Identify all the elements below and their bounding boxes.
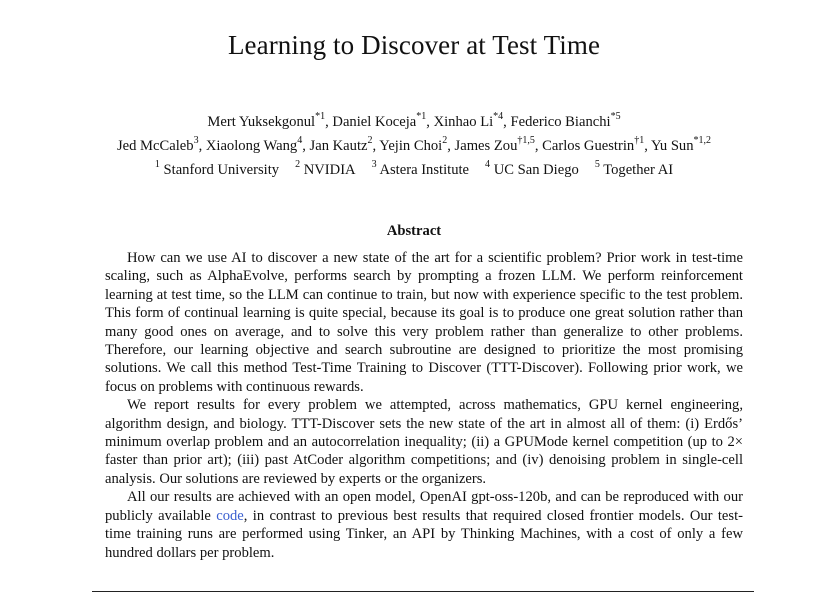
abstract-body <box>105 249 743 562</box>
author: Yu Sun$^{*1,2}$ <box>650 135 712 154</box>
author-mark: *4 <box>493 111 504 123</box>
affiliation: $^2$ NVIDIA <box>295 159 356 178</box>
abstract-heading: Abstract <box>386 223 442 239</box>
author-mark: 2 <box>442 135 448 147</box>
author: Yejin Choi$^2$, <box>379 135 455 154</box>
author: James Zou$^{\dagger 1,5}$, <box>454 135 543 154</box>
footnote-rule <box>92 591 754 592</box>
paper-title: Learning to Discover at Test Time <box>227 30 601 60</box>
author: Carlos Guestrin$^{\dagger 1}$, <box>542 135 651 154</box>
author-block <box>0 110 828 182</box>
author: Mert Yuksekgonul$^{*1}$, <box>207 111 333 130</box>
affiliation: $^4$ UC San Diego <box>485 159 579 178</box>
code-link[interactable]: code <box>216 507 244 524</box>
abstract-paragraph: We report results for every problem we attempted, across mathematics, GPU kernel engineering, algorithm design, and biology. TTT-Discover sets the new state of the art in almost all of them: (i) Erdős’ minimum overlap problem and an autocorrelation inequality; (ii) a GPUMode kernel competition (up to 2× faster than prior art); (iii) past AtCoder algorithm competitions; and (iv) denoising problem in single-cell analysis. Our solutions are reviewed by experts or the organizers. <box>105 397 743 487</box>
author-mark: *1 <box>416 111 427 123</box>
author: Xinhao Li$^{*4}$, <box>433 111 511 130</box>
author: Daniel Koceja$^{*1}$, <box>332 111 434 130</box>
author-line-2 <box>0 134 828 158</box>
author-mark: *1 <box>315 111 326 123</box>
author: Federico Bianchi$^{*5}$ <box>510 111 621 130</box>
abstract-paragraph: How can we use AI to discover a new state of the art for a scientific problem? Prior work in test-time scaling, such as AlphaEvolve, performs search by prompting a frozen LLM. We perform reinforcement learning at test time, so the LLM can continue to train, but now with experience specific to the test problem. This form of continual learning is quite special, because its goal is to produce one great solution rather than many good ones on average, and to solve this very problem rather than generalize to other problems. Therefore, our learning objective and search subroutine are designed to prioritize the most promising solutions. We call this method Test-Time Training to Discover (TTT-Discover). Following prior work, we focus on problems with continuous rewards. <box>105 250 743 395</box>
author-mark: 2 <box>367 135 373 147</box>
abstract-paragraph: All our results are achieved with an open model, OpenAI gpt-oss-120b, and can be reproduced with our publicly available code, in contrast to previous best results that required closed frontier models. Our test-time training runs are performed using Tinker, an API by Thinking Machines, with a cost of only a few hundred dollars per problem. <box>105 489 743 561</box>
author-line-1 <box>0 110 828 134</box>
affiliation: $^3$ Astera Institute <box>371 159 470 178</box>
author-mark: 4 <box>297 135 303 147</box>
author-mark: *5 <box>610 111 621 123</box>
author-mark: *1,2 <box>693 135 712 147</box>
affiliation: $^5$ Together AI <box>594 159 674 178</box>
affiliation: $^1$ Stanford University <box>154 159 280 178</box>
author-mark: †1,5 <box>517 135 535 147</box>
author-mark: 3 <box>193 135 199 147</box>
author: Xiaolong Wang$^4$, <box>205 135 310 154</box>
author: Jan Kautz$^2$, <box>309 135 380 154</box>
affiliations <box>0 158 828 182</box>
author-mark: †1 <box>634 135 645 147</box>
author: Jed McCaleb$^3$, <box>116 135 206 154</box>
